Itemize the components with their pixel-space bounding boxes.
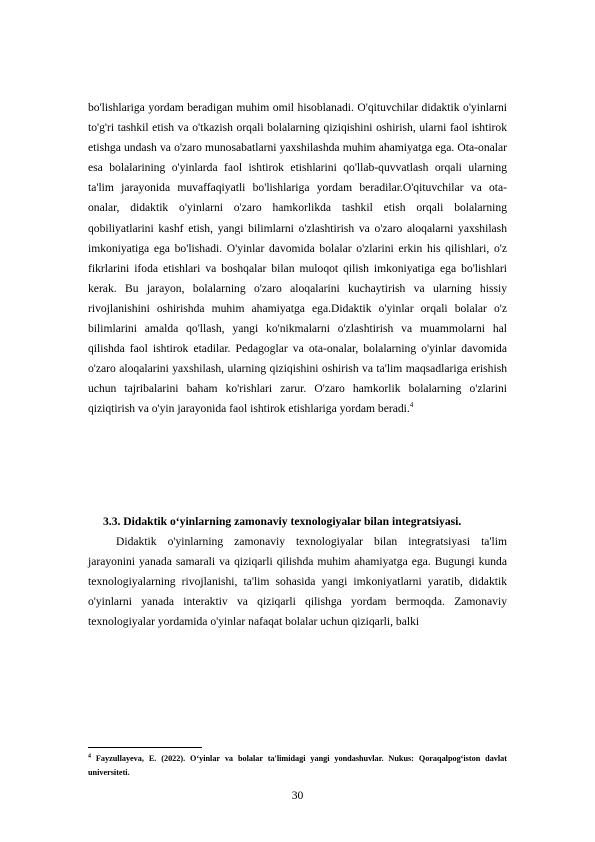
footnote-reference[interactable]: 4 bbox=[409, 401, 414, 410]
section-heading: 3.3. Didaktik o‘yinlarning zamonaviy texnologiyalar bilan integratsiyasi. bbox=[103, 515, 462, 528]
page-number: 30 bbox=[291, 789, 304, 802]
paragraph-1-text: bo'lishlariga yordam beradigan muhim omil hisoblanadi. O'qituvchilar didaktik o'yinlarni to'g'ri tashkil etish va o'tkazish orqali bolalarning qiziqishini oshirish, ularni faol ishtirok etishga undash va o'zaro munosabatlarni yaxshilashda muhim ahamiyatga ega. Ota-onalar esa bolalarining o'yinlarda faol ishtirok etishlarini qo'llab-quvvatlash orqali ularning ta'lim jarayonida muvaffaqiyatli bo'lishlariga yordam beradilar.O'qituvchilar va ota-onalar, didaktik o'yinlarni o'zaro hamkorlikda tashkil etish orqali bolalarning qobiliyatlarini kashf etish, yangi bilimlarni o'zlashtirish va o'zaro aloqalarni yaxshilash imkoniyatiga ega bo'lishadi. O'yinlar davomida bolalar o'zlarini erkin his qilishlari, o'z fikrlarini ifoda etishlari va boshqalar bilan muloqot qilish imkoniyatiga ega bo'lishlari kerak. Bu jarayon, bolalarning o'zaro aloqalarini kuchaytirish va ularning hissiy rivojlanishini oshirishda muhim ahamiyatga ega.Didaktik o'yinlar orqali bolalar o'z bilimlarini amalda qo'llash, yangi ko'nikmalarni o'zlashtirish va muammolarni hal qilishda faol ishtirok etadilar. Pedagoglar va ota-onalar, bolalarning o'yinlar davomida o'zaro aloqalarini yaxshilash, ularning qiziqishini oshirish va ta'lim maqsadlariga erishish uchun tajribalarini baham ko'rishlari zarur. O'zaro hamkorlik bolalarning o'zlarini qiziqtirish va o'yin jarayonida faol ishtirok etishlariga yordam beradi. bbox=[88, 101, 507, 416]
body-paragraph-1 bbox=[88, 98, 507, 420]
body-paragraph-2: Didaktik o'yinlarning zamonaviy texnologiyalar bilan integratsiyasi ta'lim jarayonini yanada samarali va qiziqarli qilishda muhim ahamiyatga ega. Bugungi kunda texnologiyalarning rivojlanishi, ta'lim sohasida yangi imkoniyatlarni yaratib, didaktik o'yinlarni yanada interaktiv va qiziqarli qilishga yordam bermoqda. Zamonaviy texnologiyalar yordamida o'yinlar nafaqat bolalar uchun qiziqarli, balki bbox=[88, 535, 507, 629]
footnote-text: Fayzullayeva, E. (2022). O‘yinlar va bolalar ta'limidagi yangi yondashuvlar. Nukus: Qoraqalpog‘iston davlat universiteti. bbox=[88, 754, 508, 777]
footnote-number: 4 bbox=[88, 753, 91, 760]
footnote-separator bbox=[88, 747, 202, 748]
footnote bbox=[88, 752, 507, 779]
